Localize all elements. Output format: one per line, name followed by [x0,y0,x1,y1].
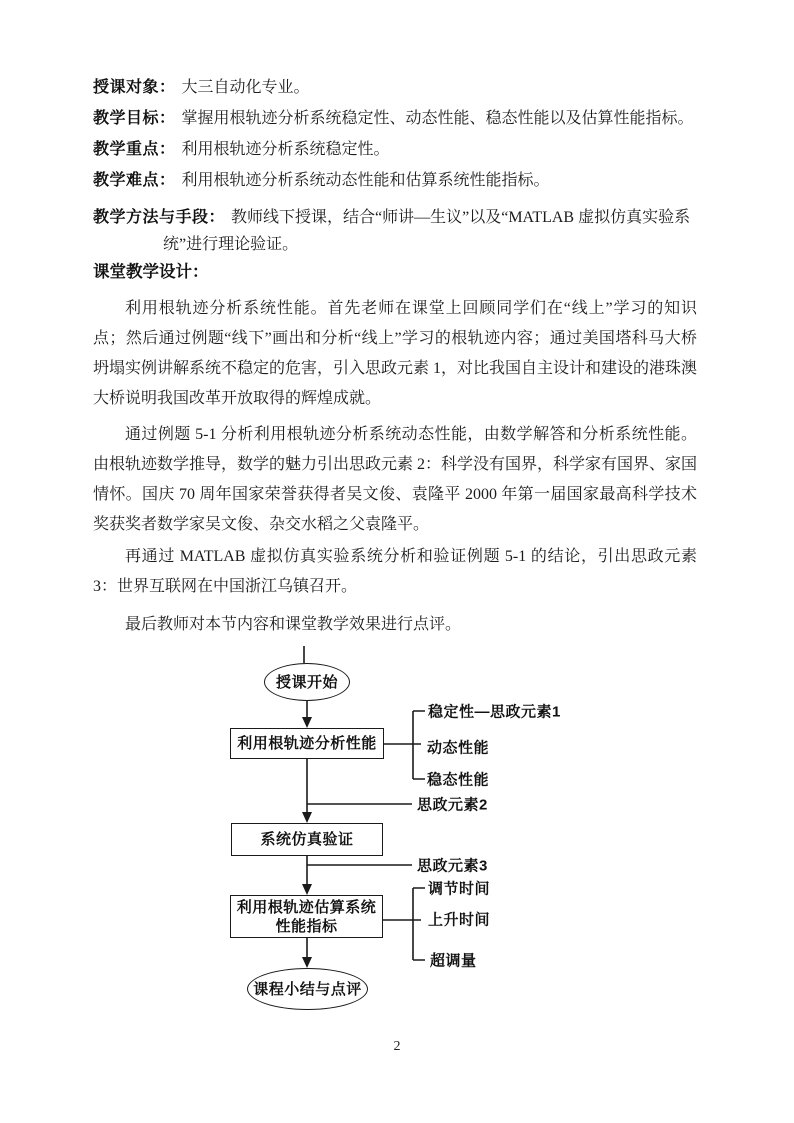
flowchart-start-node: 授课开始 [264,663,350,701]
note-label-ideology-element-3: 思政元素3 [417,857,488,875]
paragraph-3: 再通过 MATLAB 虚拟仿真实验系统分析和验证例题 5-1 的结论，引出思政元素 3：世界互联网在中国浙江乌镇召开。 [93,548,697,595]
flowchart-step3-line1: 利用根轨迹估算系统 [236,898,377,916]
arrowhead-step2 [302,812,312,823]
field-difficulty-text: 利用根轨迹分析系统动态性能和估算系统性能指标。 [181,172,550,189]
page-number: 2 [393,1039,401,1054]
branch-label-dynamic-performance: 动态性能 [427,739,490,757]
field-audience-text: 大三自动化专业。 [181,79,310,96]
paragraph-4: 最后教师对本节内容和课堂教学效果进行点评。 [125,616,462,633]
field-key-point-text: 利用根轨迹分析系统稳定性。 [181,141,390,158]
field-methods-label: 教学方法与手段： [93,209,226,226]
paragraph-1: 利用根轨迹分析系统性能。首先老师在课堂上回顾同学们在“线上”学习的知识点；然后通过例题“线下”画出和分析“线上”学习的根轨迹内容；通过美国塔科马大桥坍塌实例讲解系统不稳定的危害，引入思政元素 1，对比我国自主设计和建设的港珠澳大桥说明我国改革开放取得的辉煌成就。 [93,300,698,407]
flowchart [0,640,794,1030]
branch-label-rise-time: 上升时间 [428,911,491,929]
branch-label-overshoot: 超调量 [430,952,477,970]
field-difficulty-label: 教学难点： [93,172,176,189]
flowchart-connectors [0,640,794,1030]
note-label-ideology-element-2: 思政元素2 [417,796,488,814]
paragraph-2: 通过例题 5-1 分析利用根轨迹分析系统动态性能，由数学解答和分析系统性能。由根轨迹数学推导，数学的魅力引出思政元素 2：科学没有国界，科学家有国界、家国情怀。国庆 70 周年国家荣誉获得者吴文俊、袁隆平 2000 年第一届国家最高科学技术奖获奖者数学家吴文俊、杂交水稻之父袁隆平。 [93,426,698,533]
branch-label-stability: 稳定性—思政元素1 [428,703,561,721]
field-key-point [93,134,697,165]
branch-label-settling-time: 调节时间 [428,880,491,898]
flowchart-step3-node [230,895,383,938]
arrowhead-step1 [302,717,312,728]
branch1-bracket [413,711,425,779]
field-goal-text: 掌握用根轨迹分析系统稳定性、动态性能、稳态性能以及估算性能指标。 [181,110,694,127]
document-content [93,72,697,640]
section-heading: 课堂教学设计： [93,263,209,281]
field-goal [93,103,697,134]
flowchart-step1-node: 利用根轨迹分析性能 [230,728,384,759]
branch3-bracket [413,888,425,960]
field-key-point-label: 教学重点： [93,141,176,158]
arrowhead-step3 [302,884,312,895]
field-audience-label: 授课对象： [93,79,176,96]
branch-label-steady-state-performance: 稳态性能 [427,771,490,789]
flowchart-step3-line2: 性能指标 [275,917,338,935]
arrowhead-end [302,957,312,968]
field-goal-label: 教学目标： [93,110,176,127]
field-methods [93,204,697,258]
field-methods-text: 教师线下授课，结合“师讲—生议”以及“MATLAB 虚拟仿真实验系统”进行理论验证。 [163,209,691,253]
flowchart-step2-node: 系统仿真验证 [231,823,383,856]
field-difficulty [93,165,697,196]
flowchart-end-node: 课程小结与点评 [247,968,368,1010]
field-audience [93,72,697,103]
